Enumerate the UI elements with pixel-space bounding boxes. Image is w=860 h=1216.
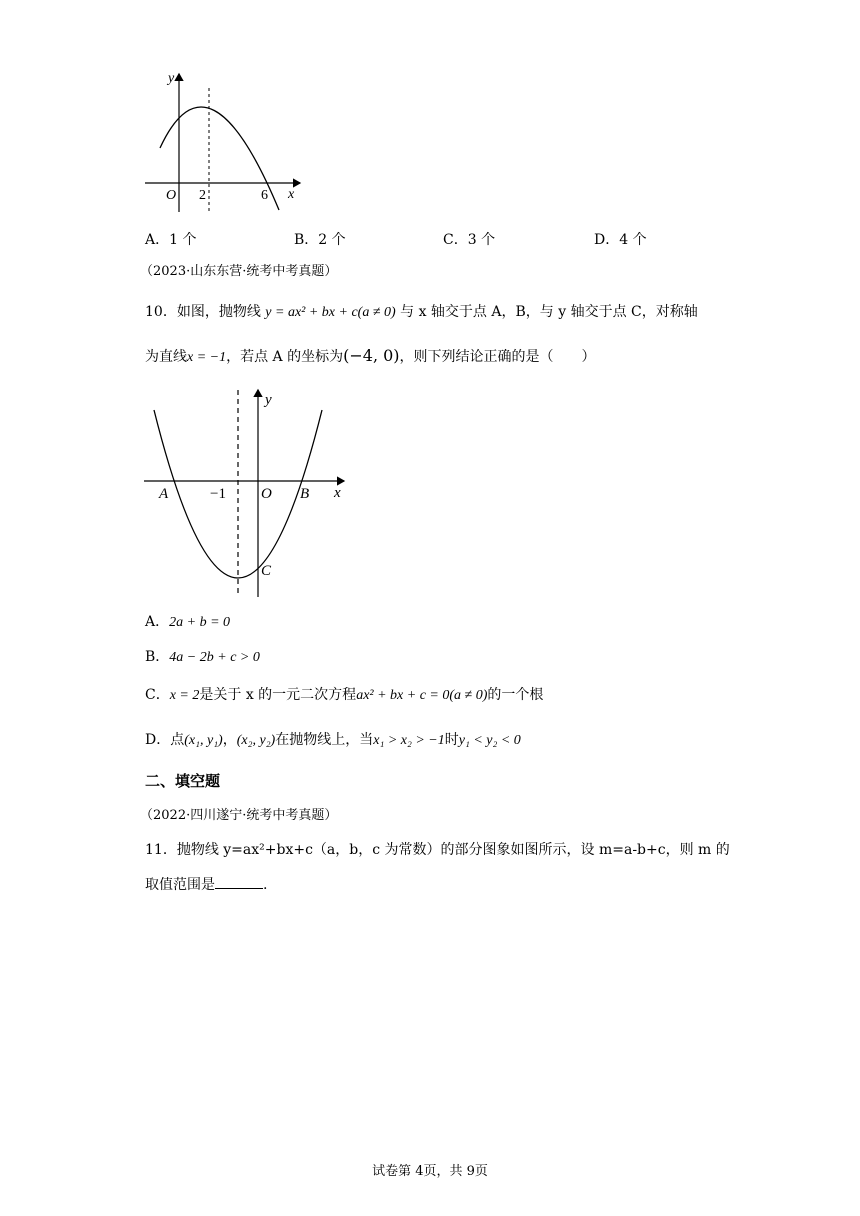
label-2: 2 <box>199 188 206 203</box>
q10-option-d: D．点(x₁, y₁)，(x₂, y₂)在抛物线上，当x₁ > x₂ > −1时y₁ < y₂ < 0 <box>145 732 521 748</box>
q9-option-b: B．2 个 <box>294 232 346 248</box>
q10-line1 <box>145 302 698 323</box>
label-y: y <box>168 71 175 86</box>
q11-line1: 11．抛物线 y=ax²+bx+c（a，b，c 为常数）的部分图象如图所示，设 m=a-b+c，则 m 的 <box>145 842 730 858</box>
q10-source: （2023·山东东营·统考中考真题） <box>140 264 338 279</box>
label-a: A <box>159 486 169 502</box>
q10-line2 <box>145 346 596 368</box>
q10-option-a: A．2a + b = 0 <box>145 614 231 630</box>
label-c: C <box>261 563 272 579</box>
q10-option-d-p1: (x₁, y₁) <box>184 733 223 748</box>
q9-option-d: D．4 个 <box>594 232 647 248</box>
label-y: y <box>265 392 272 408</box>
q10-option-c: C．x = 2是关于 x 的一元二次方程ax² + bx + c = 0(a ≠ 0)的一个根 <box>145 687 544 703</box>
label-x: x <box>288 187 295 202</box>
q9-option-c: C．3 个 <box>443 232 496 248</box>
q10-option-c-eq2: ax² + bx + c = 0(a ≠ 0) <box>356 688 488 703</box>
q11-source: （2022·四川遂宁·统考中考真题） <box>140 808 338 823</box>
q10-text-1a: 如图，抛物线 <box>176 304 261 320</box>
label-b: B <box>300 486 310 502</box>
q9-option-a: A．1 个 <box>145 232 197 248</box>
label-6: 6 <box>261 188 268 203</box>
label-minus-1: −1 <box>210 486 226 502</box>
page-footer: 试卷第 4页，共 9页 <box>372 1164 488 1179</box>
q10-option-d-eq2: y₁ < y₂ < 0 <box>458 733 521 748</box>
graph-parabola-1 <box>140 68 310 216</box>
q10-option-b-eq: 4a − 2b + c > 0 <box>169 650 260 665</box>
q10-coord-a: (−4, 0) <box>343 346 400 365</box>
q10-number: 10． <box>145 304 177 320</box>
q10-axis-eq: x = −1 <box>187 350 227 365</box>
q10-option-a-eq: 2a + b = 0 <box>169 615 231 630</box>
q10-option-b: B．4a − 2b + c > 0 <box>145 649 260 665</box>
label-origin: O <box>166 188 177 203</box>
q10-option-d-p2: (x₂, y₂) <box>236 733 276 748</box>
q11-answer-blank[interactable] <box>215 874 263 889</box>
q10-text-2b: ，若点 A 的坐标为 <box>226 349 344 365</box>
label-x: x <box>334 485 341 501</box>
q10-text-2c: ，则下列结论正确的是（ ） <box>399 349 596 365</box>
graph-parabola-2 <box>140 384 360 600</box>
q10-text-1b: 与 x 轴交于点 A，B，与 y 轴交于点 C，对称轴 <box>400 304 698 320</box>
section-title: 二、填空题 <box>145 772 221 790</box>
q10-equation: y = ax² + bx + c(a ≠ 0) <box>265 305 396 320</box>
q10-text-2a: 为直线 <box>145 349 187 365</box>
q11-line2: 取值范围是 . <box>145 874 267 895</box>
q10-option-d-eq1: x₁ > x₂ > −1 <box>373 733 445 748</box>
label-origin: O <box>261 486 272 502</box>
q10-option-c-eq1: x = 2 <box>169 688 200 703</box>
